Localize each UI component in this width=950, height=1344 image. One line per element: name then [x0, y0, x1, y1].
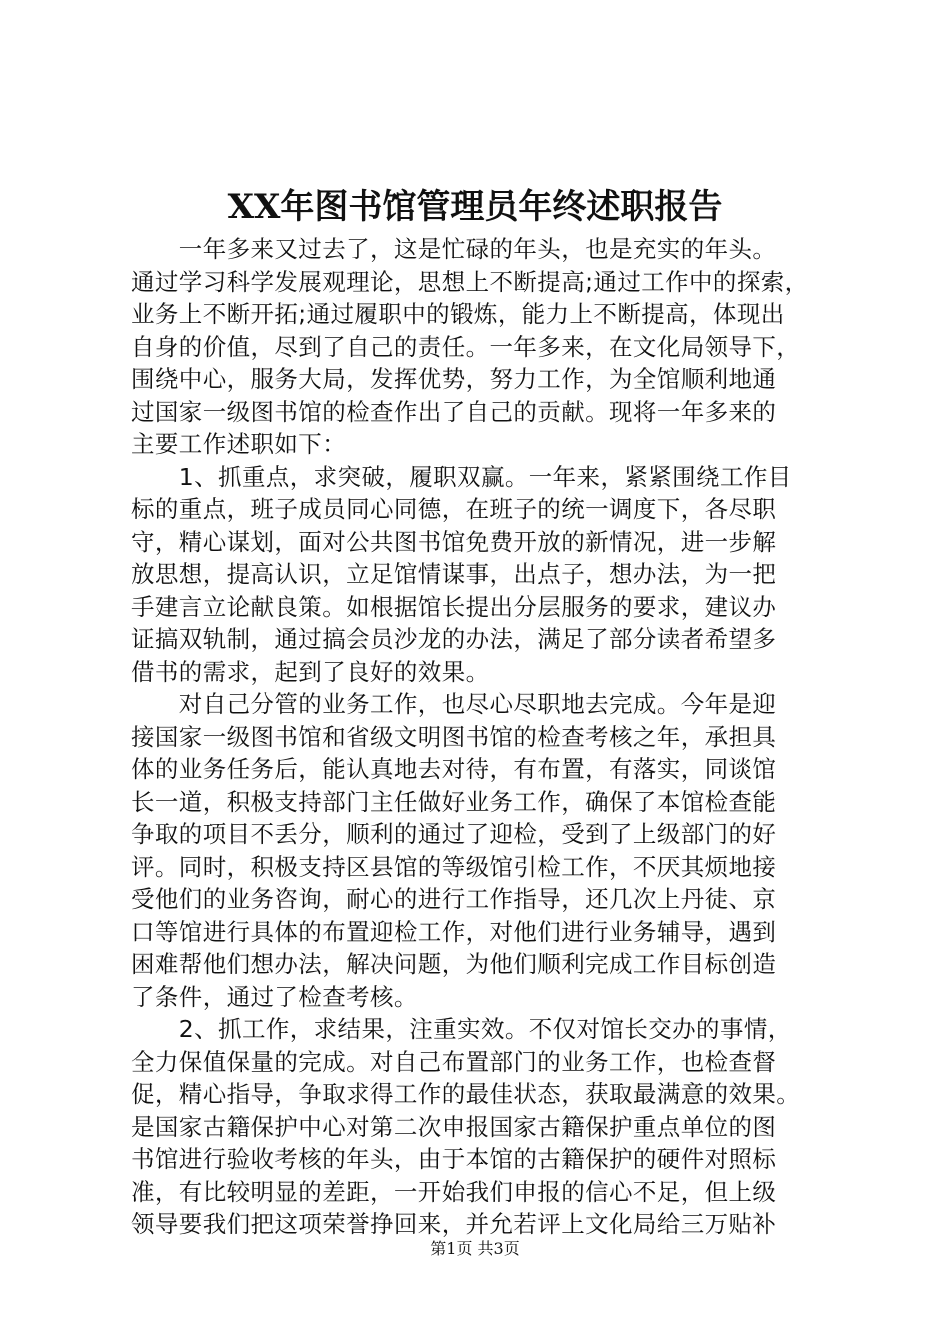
page-number-footer: 第1页 共3页 — [430, 1239, 520, 1258]
document-body — [131, 233, 831, 1241]
paragraph-point-2: 2、抓工作，求结果，注重实效。不仅对馆长交办的事情， 全力保值保量的完成。对自己布置部门的业务工作，也检查督 促，精心指导，争取求得工作的最佳状态，获取最满意的效果。 是国家古籍保护中心对第二次申报国家古籍保护重点单位的图 书馆进行验收考核的年头，由于本馆的古籍保护的硬件对照标 准，有比较明显的差距，一开始我们申报的信心不足，但上级 领导要我们把这项荣誉挣回来，并允若评上文化局给三万贴补 — [131, 1015, 801, 1238]
paragraph-point-1: 1、抓重点，求突破，履职双赢。一年来，紧紧围绕工作目 标的重点，班子成员同心同德，在班子的统一调度下，各尽职 守，精心谋划，面对公共图书馆免费开放的新情况，进一步解 放思想，提高认识，立足馆情谋事，出点子，想办法，为一把 手建言立论献良策。如根据馆长提出分层服务的要求，建议办 证搞双轨制，通过搞会员沙龙的办法，满足了部分读者希望多 借书的需求，起到了良好的效果。 — [131, 462, 792, 686]
document-title: XX年图书馆管理员年终述职报告 — [227, 187, 723, 227]
paragraph-intro: 一年多来又过去了，这是忙碌的年头，也是充实的年头。 通过学习科学发展观理论，思想上不断提高;通过工作中的探索， 业务上不断开拓;通过履职中的锻炼，能力上不断提高，体现出 自身的价值，尽到了自己的责任。一年多来，在文化局领导下， 围绕中心，服务大局，发挥优势，努力工作，为全馆顺利地通 过国家一级图书馆的检查作出了自己的贡献。现将一年多来的 主要工作述职如下： — [131, 235, 809, 458]
paragraph-business-work: 对自己分管的业务工作，也尽心尽职地去完成。今年是迎 接国家一级图书馆和省级文明图书馆的检查考核之年，承担具 体的业务任务后，能认真地去对待，有布置，有落实，同谈馆 长一道，积极支持部门主任做好业务工作，确保了本馆检查能 争取的项目不丢分，顺利的通过了迎检，受到了上级部门的好 评。同时，积极支持区县馆的等级馆引检工作，不厌其烦地接 受他们的业务咨询，耐心的进行工作指导，还几次上丹徒、京 口等馆进行具体的布置迎检工作，对他们进行业务辅导，遇到 困难帮他们想办法，解决问题，为他们顺利完成工作目标创造 了条件，通过了检查考核。 — [131, 690, 777, 1011]
